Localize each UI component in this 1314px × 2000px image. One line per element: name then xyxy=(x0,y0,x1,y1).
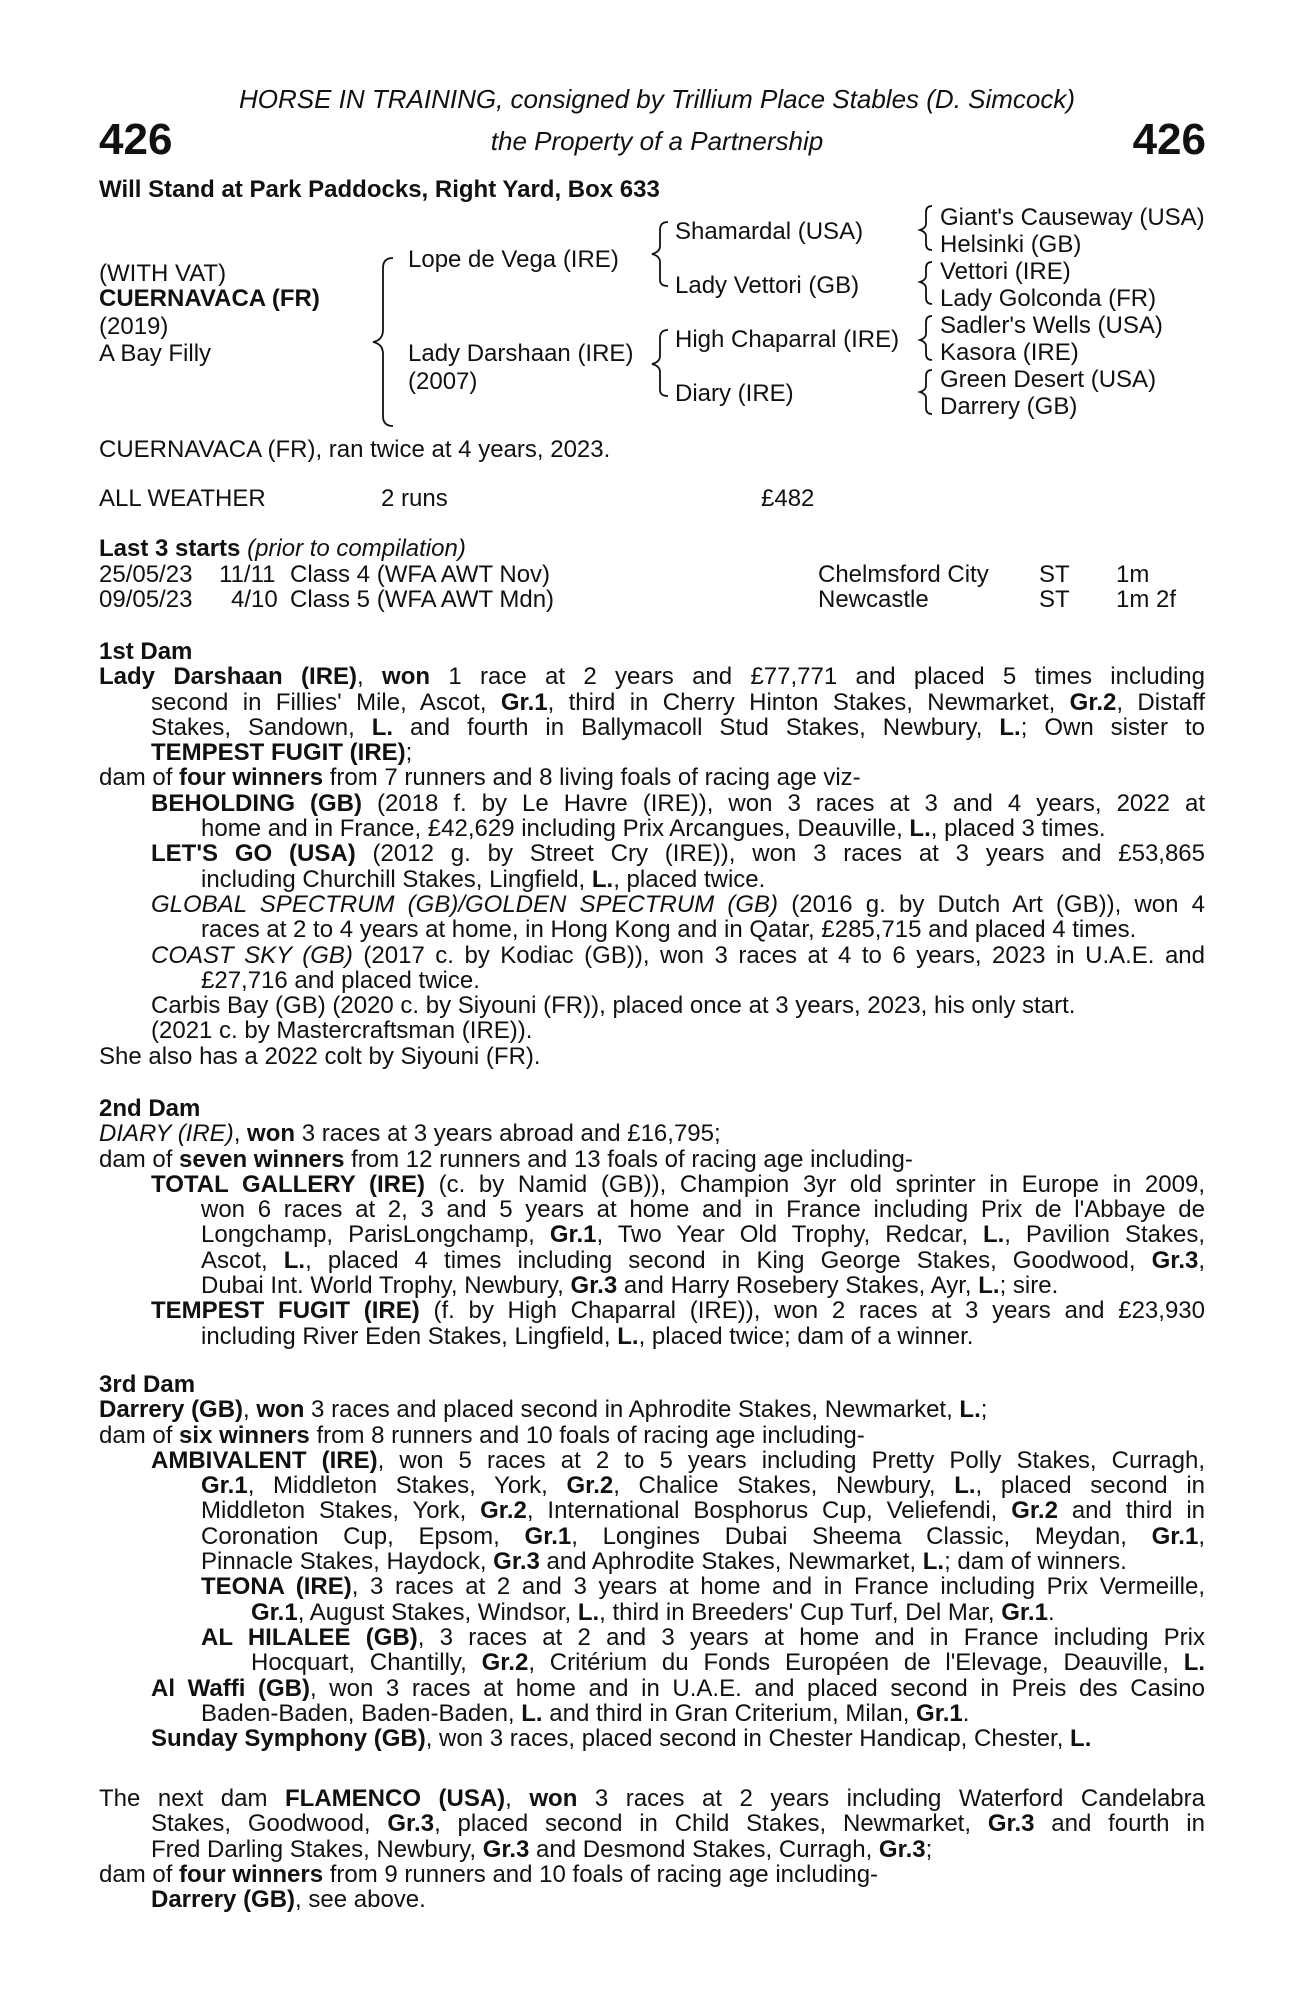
third-dam-section xyxy=(99,1372,1205,1751)
last-starts-note: (prior to compilation) xyxy=(247,535,466,562)
text-line: The next dam FLAMENCO (USA), won 3 races at 2 years including Waterford Candelabra xyxy=(99,1785,1205,1812)
text-line: dam of seven winners from 12 runners and 13 foals of racing age including- xyxy=(99,1145,913,1173)
text-line: (2021 c. by Mastercraftsman (IRE)). xyxy=(151,1017,533,1045)
text-line: Stakes, Sandown, L. and fourth in Ballymacoll Stud Stakes, Newbury, L.; Own sister to xyxy=(151,713,1206,741)
text-line: £27,716 and placed twice. xyxy=(201,966,480,994)
text-line: Sunday Symphony (GB), won 3 races, placed second in Chester Handicap, Chester, L. xyxy=(151,1725,1092,1753)
text-line: Darrery (GB), won 3 races and placed second in Aphrodite Stakes, Newmarket, L.; xyxy=(99,1396,988,1424)
start-row-course: Chelmsford City xyxy=(818,561,989,588)
start-row-position: 11/11 xyxy=(219,561,276,588)
text-line: Darrery (GB), see above. xyxy=(151,1886,426,1914)
second-dam-heading: 2nd Dam xyxy=(99,1095,201,1122)
text-line: won 6 races at 2, 3 and 5 years at home and in France including Prix de l'Abbaye de xyxy=(201,1196,1205,1224)
lot-number-right: 426 xyxy=(1132,115,1206,164)
lot-number-left: 426 xyxy=(99,115,173,164)
record-surface: ALL WEATHER xyxy=(99,485,266,512)
text-line: She also has a 2022 colt by Siyouni (FR). xyxy=(99,1042,541,1070)
text-line: Carbis Bay (GB) (2020 c. by Siyouni (FR)), placed once at 3 years, 2023, his only start. xyxy=(151,992,1076,1020)
record-prize: £482 xyxy=(761,485,815,512)
text-line: home and in France, £42,629 including Prix Arcangues, Deauville, L., placed 3 times. xyxy=(201,815,1106,843)
stand-location: Will Stand at Park Paddocks, Right Yard, Box 633 xyxy=(99,176,660,203)
text-line: Al Waffi (GB), won 3 races at home and in U.A.E. and placed second in Preis des Casino xyxy=(151,1674,1205,1702)
vat-note: (WITH VAT) xyxy=(99,260,227,287)
next-dam-section xyxy=(99,1786,1205,1912)
text-line: TEMPEST FUGIT (IRE) (f. by High Chaparral (IRE)), won 2 races at 3 years and £23,930 xyxy=(151,1297,1205,1325)
first-dam-section xyxy=(99,639,1205,1069)
pedigree-dam-dam: Diary (IRE) xyxy=(675,380,794,407)
last-starts-heading xyxy=(99,536,466,561)
text-line: dam of four winners from 9 runners and 10 foals of racing age including- xyxy=(99,1860,879,1888)
pedigree-gen3-2: Helsinki (GB) xyxy=(940,231,1082,258)
start-row-course: Newcastle xyxy=(818,586,929,613)
text-line: Fred Darling Stakes, Newbury, Gr.3 and Desmond Stakes, Curragh, Gr.3; xyxy=(151,1835,933,1863)
text-line: Ascot, L., placed 4 times including second in King George Stakes, Goodwood, Gr.3, xyxy=(201,1246,1206,1274)
pedigree-gen3-7: Green Desert (USA) xyxy=(940,366,1157,393)
text-line: TEMPEST FUGIT (IRE); xyxy=(151,739,413,767)
consignor-line: HORSE IN TRAINING, consigned by Trillium Place Stables (D. Simcock) xyxy=(238,84,1076,114)
start-row-date: 09/05/23 xyxy=(99,586,193,613)
text-line: Gr.1, August Stakes, Windsor, L., third in Breeders' Cup Turf, Del Mar, Gr.1. xyxy=(251,1598,1055,1626)
text-line: including River Eden Stakes, Lingfield, L., placed twice; dam of a winner. xyxy=(201,1322,974,1350)
text-line: Hocquart, Chantilly, Gr.2, Critérium du Fonds Européen de l'Elevage, Deauville, L. xyxy=(251,1649,1206,1677)
text-line: races at 2 to 4 years at home, in Hong Kong and in Qatar, £285,715 and placed 4 times. xyxy=(201,916,1137,944)
first-dam-heading: 1st Dam xyxy=(99,638,193,665)
text-line: dam of four winners from 7 runners and 8 living foals of racing age viz- xyxy=(99,764,861,792)
text-line: Dubai Int. World Trophy, Newbury, Gr.3 and Harry Rosebery Stakes, Ayr, L.; sire. xyxy=(201,1272,1059,1300)
third-dam-heading: 3rd Dam xyxy=(99,1371,196,1398)
text-line: second in Fillies' Mile, Ascot, Gr.1, third in Cherry Hinton Stakes, Newmarket, Gr.2, Distaff xyxy=(151,688,1205,716)
text-line: LET'S GO (USA) (2012 g. by Street Cry (IRE)), won 3 races at 3 years and £53,865 xyxy=(151,840,1206,868)
last-starts-title: Last 3 starts xyxy=(99,535,241,562)
text-line: Pinnacle Stakes, Haydock, Gr.3 and Aphrodite Stakes, Newmarket, L.; dam of winners. xyxy=(201,1548,1127,1576)
text-line: Baden-Baden, Baden-Baden, L. and third in Gran Criterium, Milan, Gr.1. xyxy=(201,1699,970,1727)
horse-name: CUERNAVACA (FR) xyxy=(99,285,320,312)
start-row-distance: 1m xyxy=(1116,561,1150,588)
text-line: including Churchill Stakes, Lingfield, L., placed twice. xyxy=(201,865,766,893)
property-line: the Property of a Partnership xyxy=(490,126,824,156)
pedigree-dam-year: (2007) xyxy=(408,368,478,395)
text-line: Longchamp, ParisLongchamp, Gr.1, Two Year Old Trophy, Redcar, L., Pavilion Stakes, xyxy=(201,1221,1205,1249)
text-line: AMBIVALENT (IRE), won 5 races at 2 to 5 years including Pretty Polly Stakes, Curragh, xyxy=(151,1446,1205,1474)
pedigree-sire-sire: Shamardal (USA) xyxy=(675,218,864,245)
text-line: Middleton Stakes, York, Gr.2, International Bosphorus Cup, Veliefendi, Gr.2 and third in xyxy=(201,1497,1206,1525)
start-row-race: Class 5 (WFA AWT Mdn) xyxy=(290,586,555,613)
text-line: Stakes, Goodwood, Gr.3, placed second in Child Stakes, Newmarket, Gr.3 and fourth in xyxy=(151,1810,1205,1838)
start-row-position: 4/10 xyxy=(231,586,278,613)
text-line: Coronation Cup, Epsom, Gr.1, Longines Dubai Sheema Classic, Meydan, Gr.1, xyxy=(201,1522,1205,1550)
text-line: dam of six winners from 8 runners and 10 foals of racing age including- xyxy=(99,1421,865,1449)
text-line: GLOBAL SPECTRUM (GB)/GOLDEN SPECTRUM (GB) (2016 g. by Dutch Art (GB)), won 4 xyxy=(151,890,1205,918)
text-line: Gr.1, Middleton Stakes, York, Gr.2, Chalice Stakes, Newbury, L., placed second in xyxy=(201,1472,1205,1500)
text-line: Lady Darshaan (IRE), won 1 race at 2 years and £77,771 and placed 5 times including xyxy=(99,663,1205,691)
pedigree-gen3-1: Giant's Causeway (USA) xyxy=(940,204,1205,231)
text-line: TOTAL GALLERY (IRE) (c. by Namid (GB)), Champion 3yr old sprinter in Europe in 2009, xyxy=(151,1170,1205,1198)
pedigree-gen3-6: Kasora (IRE) xyxy=(940,339,1079,366)
pedigree-sire-dam: Lady Vettori (GB) xyxy=(675,272,860,299)
second-dam-section xyxy=(99,1096,1205,1349)
pedigree-gen3-4: Lady Golconda (FR) xyxy=(940,285,1157,312)
pedigree-gen3-8: Darrery (GB) xyxy=(940,393,1078,420)
text-line: TEONA (IRE), 3 races at 2 and 3 years at home and in France including Prix Vermeille, xyxy=(201,1573,1205,1601)
text-line: COAST SKY (GB) (2017 c. by Kodiac (GB)), won 3 races at 4 to 6 years, 2023 in U.A.E. and xyxy=(151,941,1205,969)
start-row-going: ST xyxy=(1039,561,1070,588)
horse-description: A Bay Filly xyxy=(99,340,212,367)
text-line: DIARY (IRE), won 3 races at 3 years abroad and £16,795; xyxy=(99,1120,721,1148)
race-summary: CUERNAVACA (FR), ran twice at 4 years, 2023. xyxy=(99,436,611,463)
pedigree-dam: Lady Darshaan (IRE) xyxy=(408,340,634,367)
pedigree-gen3-5: Sadler's Wells (USA) xyxy=(940,312,1163,339)
text-line: BEHOLDING (GB) (2018 f. by Le Havre (IRE)), won 3 races at 3 and 4 years, 2022 at xyxy=(151,789,1205,817)
pedigree-gen3-3: Vettori (IRE) xyxy=(940,258,1071,285)
start-row-going: ST xyxy=(1039,586,1070,613)
pedigree-dam-sire: High Chaparral (IRE) xyxy=(675,326,900,353)
horse-year: (2019) xyxy=(99,313,169,340)
pedigree-sire: Lope de Vega (IRE) xyxy=(408,246,619,273)
start-row-date: 25/05/23 xyxy=(99,561,193,588)
start-row-race: Class 4 (WFA AWT Nov) xyxy=(290,561,551,588)
record-runs: 2 runs xyxy=(381,485,448,512)
start-row-distance: 1m 2f xyxy=(1116,586,1177,613)
text-line: AL HILALEE (GB), 3 races at 2 and 3 years at home and in France including Prix xyxy=(201,1623,1206,1651)
